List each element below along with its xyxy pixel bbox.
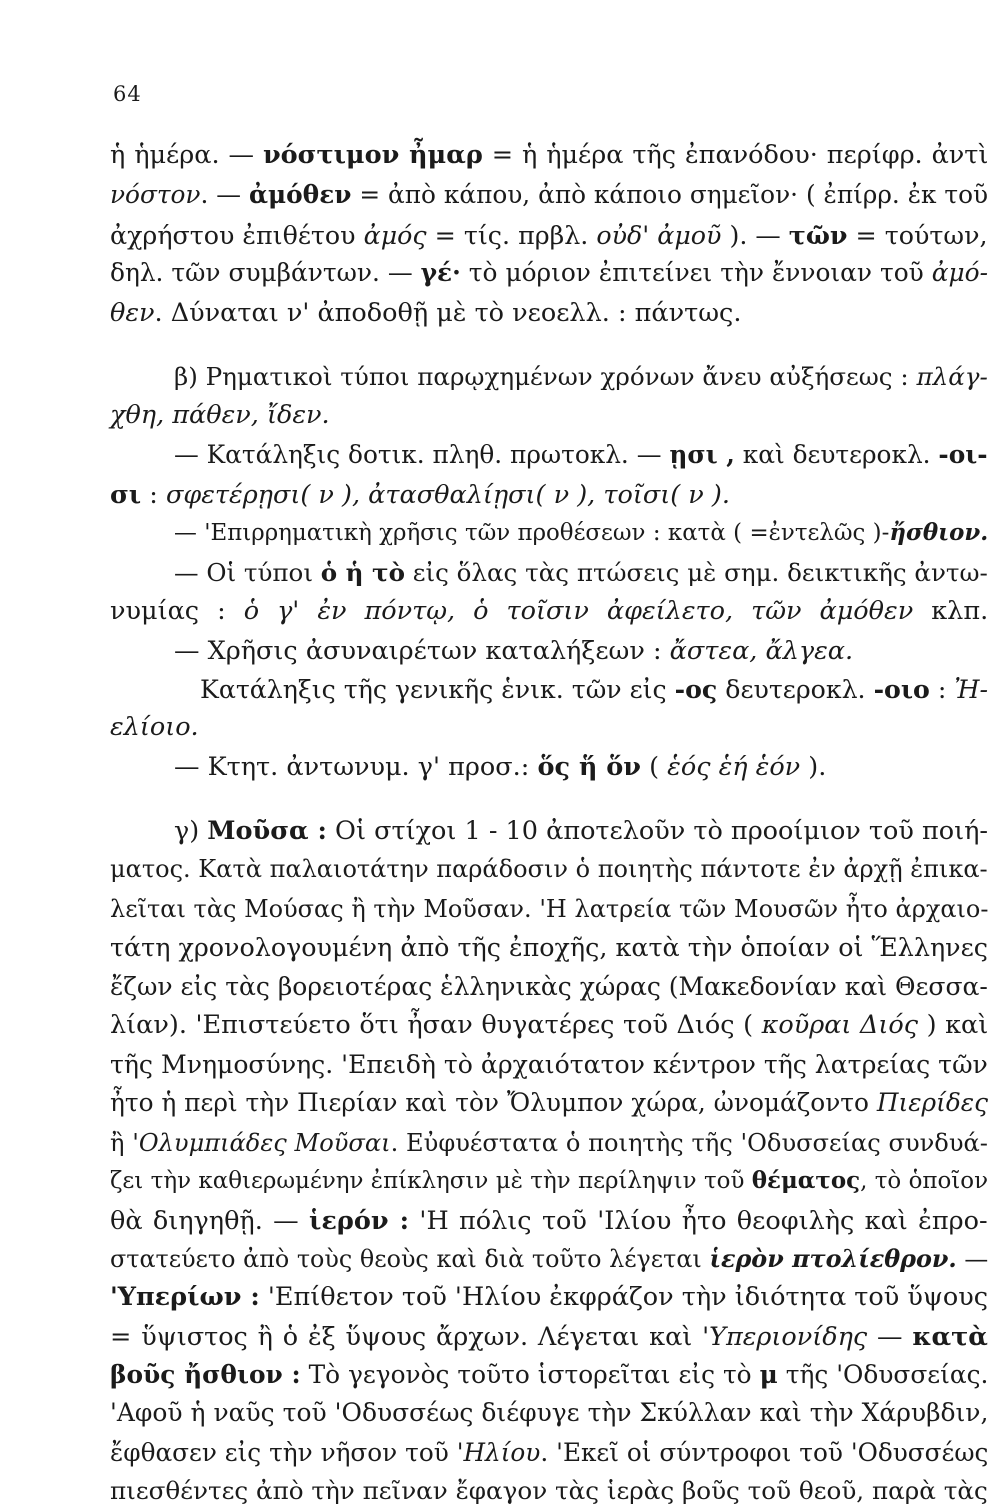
text-segment: 'Ολυμπιάδες Μοῦσαι [132, 1129, 391, 1157]
text-segment: 'Υπεριονίδης [702, 1322, 868, 1352]
text-segment: ὅς ἥ ὅν [537, 752, 641, 782]
text-segment: — [867, 1322, 913, 1352]
text-segment: 'Επίθετον τοῦ 'Ηλίου ἐκφράζον τὴν ἰδιότητα τοῦ ὕψους [259, 1282, 988, 1312]
text-segment: 'Ηλίου [456, 1438, 541, 1467]
text-segment: νυμίας : [110, 596, 244, 626]
text-segment: 'Η πόλις τοῦ 'Ιλίου ἦτο θεοφιλὴς καὶ ἐπρο- [409, 1206, 988, 1236]
text-line [110, 892, 988, 926]
text-segment: μ [759, 1360, 778, 1389]
text-segment: εἰς ὅλας τὰς πτώσεις μὲ σημ. δεικτικῆς ἀντω- [404, 558, 988, 587]
text-segment: — Κατάληξις δοτικ. πληθ. πρωτοκλ. — [174, 440, 670, 469]
text-segment: ἔζων εἰς τὰς βορειοτέρας ἑλληνικὰς χώρας (Μακεδονίαν καὶ Θεσσα- [110, 972, 988, 1001]
text-line [110, 1320, 988, 1354]
text-segment: = ἡ ἡμέρα τῆς ἐπανόδου· περίφρ. ἀντὶ [482, 140, 989, 170]
text-segment: 'Υπερίων : [110, 1282, 260, 1312]
text-segment: = τούτων, [847, 220, 988, 250]
text-segment: ἄστεα, ἄλγεα. [669, 636, 854, 666]
text-segment: ματος. Κατὰ παλαιοτάτην παράδοσιν ὁ ποιητὴς πάντοτε ἐν ἀρχῇ ἐπικα- [110, 855, 988, 883]
text-segment: ὁ ἡ τὸ [320, 558, 405, 587]
text-segment: -οιο [873, 674, 930, 704]
text-line [110, 1280, 988, 1314]
text-segment: ἦτο ἡ περὶ τὴν Πιερίαν καὶ τὸν Ὄλυμπον χώρα, ὠνομάζοντο [110, 1088, 877, 1117]
text-segment: ἱερὸν πτολίεθρον. [709, 1245, 957, 1273]
text-segment: ἡ ἡμέρα. — [110, 140, 263, 170]
text-line [110, 852, 988, 886]
text-line [174, 360, 988, 394]
text-segment: καὶ δευτεροκλ. [734, 440, 939, 469]
text-segment: Μοῦσα : [207, 816, 327, 846]
text-line [174, 750, 826, 784]
text-line [110, 1358, 988, 1392]
text-segment: . Δύναται ν' ἀποδοθῇ μὲ τὸ νεοελλ. : πάντως. [154, 298, 742, 328]
text-segment: — Οἱ τύποι [174, 558, 321, 587]
text-line [110, 594, 988, 628]
text-line [200, 672, 988, 707]
text-line [110, 970, 988, 1004]
text-segment: ῃσι , [669, 440, 735, 469]
text-segment: ἱερόν : [309, 1206, 410, 1236]
text-segment: Πιερίδες [876, 1088, 988, 1117]
text-line [110, 1048, 988, 1082]
text-line [110, 1086, 988, 1120]
text-segment: θὰ διηγηθῇ. — [110, 1206, 310, 1236]
text-line [110, 398, 330, 432]
text-segment: σι [110, 480, 142, 510]
text-segment: ἀμό- [931, 258, 988, 287]
text-segment: λίαν). 'Επιστεύετο ὅτι ἦσαν θυγατέρες τοῦ Διός ( [110, 1010, 762, 1040]
text-segment: κατὰ [912, 1322, 988, 1352]
text-segment: στατεύετο ἀπὸ τοὺς θεοὺς καὶ διὰ τοῦτο λέγεται [110, 1245, 710, 1273]
text-line [110, 256, 988, 290]
text-segment: θεν [110, 298, 155, 328]
text-segment: ἀμός [363, 220, 427, 250]
text-segment: . Εὐφυέστατα ὁ ποιητὴς τῆς 'Οδυσσείας συνδυά- [390, 1129, 988, 1157]
text-segment: ἔφθασεν εἰς τὴν νῆσον τοῦ [110, 1438, 457, 1467]
text-segment: βοῦς ἤσθιον : [110, 1360, 301, 1389]
text-segment: νόστον [110, 180, 201, 209]
text-segment: γ) [174, 816, 208, 846]
text-segment: — Κτητ. ἀντωνυμ. γ' προσ.: [174, 752, 538, 782]
text-line [110, 710, 199, 744]
text-segment: τῶν [788, 220, 848, 250]
text-segment: = ἀπὸ κάπου, ἀπὸ κάποιο σημεῖον· ( ἐπίρρ. ἐκ τοῦ [351, 180, 989, 209]
text-segment: τῆς Μνημοσύνης. 'Επειδὴ τὸ ἀρχαιότατον κέντρον τῆς λατρείας τῶν [110, 1050, 988, 1079]
text-segment: . — [200, 180, 250, 209]
text-segment: — Χρῆσις ἀσυναιρέτων καταλήξεων : [174, 636, 670, 666]
text-segment: πλάγ- [916, 362, 988, 391]
text-segment: λεῖται τὰς Μούσας ἢ τὴν Μοῦσαν. 'Η λατρεία τῶν Μουσῶν ἦτο ἀρχαιο- [110, 895, 989, 923]
text-segment: ἀχρήστου ἐπιθέτου [110, 220, 364, 250]
text-segment: ἤσθιον. [889, 520, 989, 546]
text-segment: = ὕψιστος ἢ ὁ ἐξ ὕψους ἄρχων. Λέγεται καὶ [110, 1322, 703, 1352]
text-segment: ). [800, 752, 827, 782]
text-segment: γέ· [420, 258, 461, 287]
text-segment: ἀμόθεν [249, 180, 352, 209]
text-line [174, 516, 988, 550]
text-segment: σφετέρῃσι( ν ), ἀτασθαλίῃσι( ν ), τοῖσι( ν ). [165, 480, 730, 510]
text-segment: νόστιμον ἦμαρ [262, 140, 483, 170]
text-segment: — 'Επιρρηματικὴ χρῆσις τῶν προθέσεων : κατὰ ( =ἐντελῶς )- [174, 520, 890, 546]
text-segment: ὁ γ' ἐν πόντῳ, ὁ τοῖσιν ἀφείλετο, τῶν ἀμόθεν [243, 596, 914, 626]
text-segment: 'Αφοῦ ἡ ναῦς τοῦ 'Οδυσσέως διέφυγε τὴν Σκύλλαν καὶ τὴν Χάρυβδιν, [110, 1398, 989, 1427]
text-segment: ζει τὴν καθιερωμένην ἐπίκλησιν μὲ τὴν περίληψιν τοῦ [110, 1168, 752, 1194]
text-segment: . 'Εκεῖ οἱ σύντροφοι τοῦ 'Οδυσσέως [540, 1438, 989, 1467]
text-line [174, 438, 988, 472]
text-segment: ) καὶ [918, 1010, 989, 1040]
text-segment: β) Ρηματικοὶ τύποι παρῳχημένων χρόνων ἄνευ αὐξήσεως : [174, 362, 917, 391]
text-line [110, 1126, 988, 1160]
text-line [110, 1242, 988, 1276]
text-line [174, 814, 988, 848]
text-line [174, 556, 988, 590]
text-segment: , τὸ ὁποῖον [860, 1168, 989, 1194]
page-number: 64 [113, 82, 142, 106]
text-segment: ). — [721, 220, 789, 250]
text-segment: δευτεροκλ. [717, 675, 874, 704]
text-segment: Ἠ- [954, 675, 989, 704]
text-segment: : [929, 675, 955, 704]
text-segment: ( [640, 752, 668, 782]
text-segment: ἢ [110, 1129, 133, 1157]
text-segment: Οἱ στίχοι 1 - 10 ἀποτελοῦν τὸ προοίμιον τοῦ ποιή- [326, 816, 988, 846]
text-line [174, 634, 853, 668]
text-line [110, 296, 741, 330]
text-line [110, 1164, 988, 1198]
text-segment: κοῦραι Διός [761, 1010, 919, 1040]
text-segment: : [141, 480, 166, 510]
text-line [110, 178, 988, 212]
text-segment: = τίς. πρβλ. [426, 220, 597, 250]
text-line [110, 1436, 988, 1470]
text-segment: πιεσθέντες ἀπὸ τὴν πεῖναν ἔφαγον τὰς ἱερὰς βοῦς τοῦ θεοῦ, παρὰ τὰς [110, 1476, 988, 1505]
text-segment: -οι- [938, 440, 988, 469]
text-line [110, 138, 988, 172]
text-segment: τὸ μόριον ἐπιτείνει τὴν ἔννοιαν τοῦ [460, 258, 932, 287]
text-segment: ἑός ἑή ἑόν [667, 752, 801, 782]
text-segment: τῆς 'Οδυσσείας. [777, 1360, 989, 1389]
text-line [110, 1008, 988, 1042]
text-segment: χθη, πάθεν, ἴδεν. [110, 400, 330, 430]
text-segment: οὐδ' ἀμοῦ [596, 220, 722, 250]
text-line [110, 1396, 988, 1430]
text-line [110, 1474, 988, 1508]
text-segment: Κατάληξις τῆς γενικῆς ἑνικ. τῶν εἰς [200, 675, 675, 704]
text-segment: δηλ. τῶν συμβάντων. — [110, 258, 421, 287]
text-segment: ελίοιο. [110, 712, 199, 742]
text-line [110, 218, 988, 252]
text-line [110, 1204, 988, 1238]
text-segment: τάτη χρονολογουμένη ἀπὸ τῆς ἐποχῆς, κατὰ τὴν ὁποίαν οἱ Ἕλληνες [110, 932, 988, 962]
text-segment: θέματος [751, 1167, 861, 1194]
text-segment: — [956, 1245, 989, 1273]
text-line [110, 478, 730, 512]
text-segment: Τὸ γεγονὸς τοῦτο ἱστορεῖται εἰς τὸ [300, 1360, 760, 1389]
text-segment: κλπ. [913, 596, 989, 626]
text-segment: -ος [674, 674, 718, 704]
text-line [110, 930, 988, 964]
